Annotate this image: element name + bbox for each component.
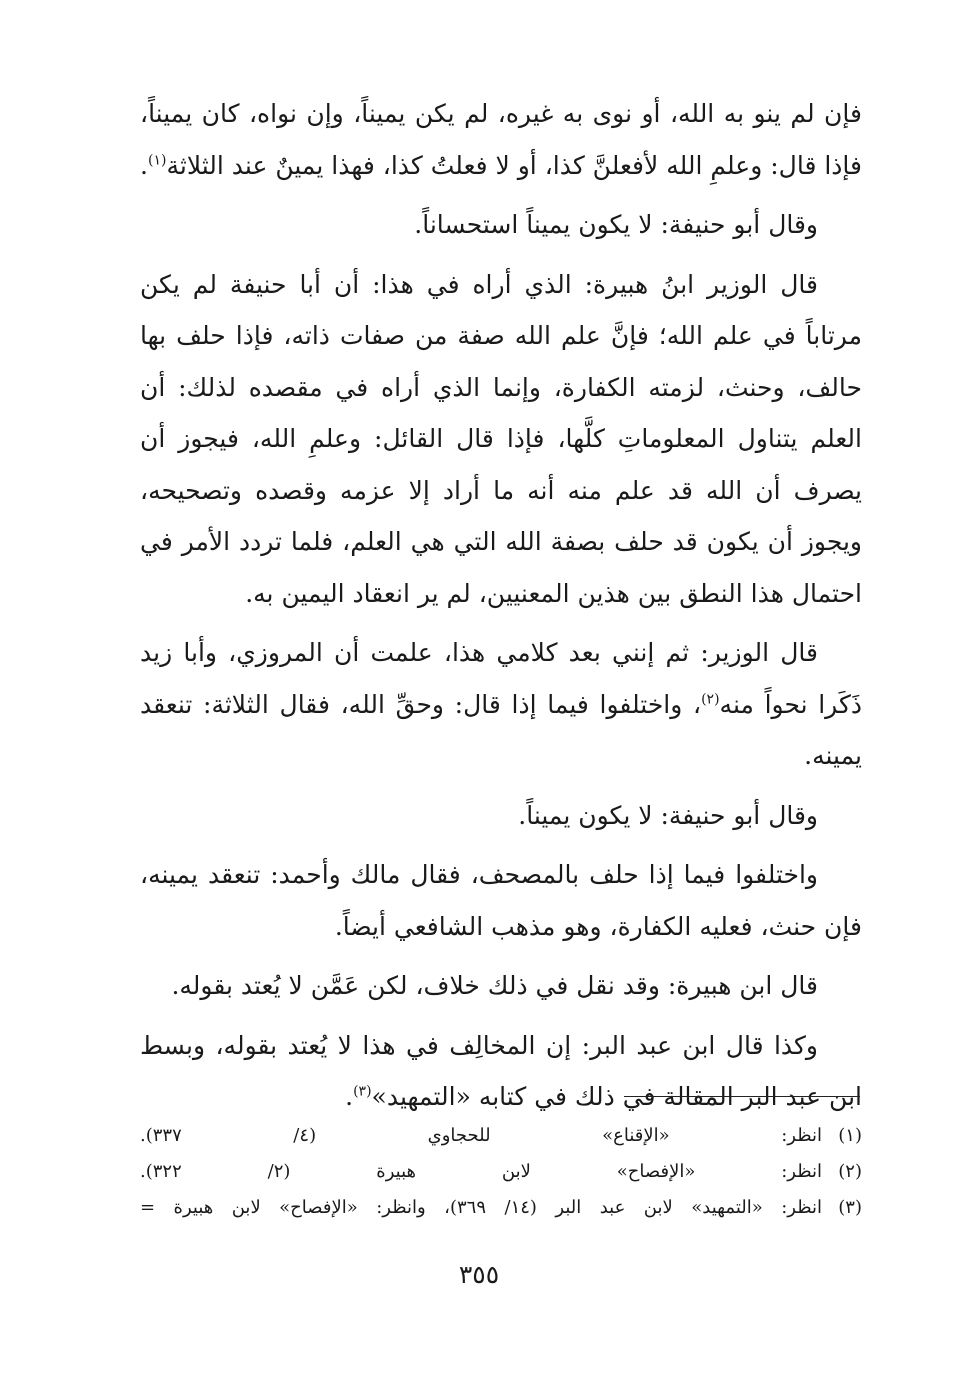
footnote-number: (١) (838, 1125, 862, 1146)
paragraph-text: قال ابن هبيرة: وقد نقل في ذلك خلاف، لكن عَمَّن لا يُعتد بقوله. (171, 971, 818, 1000)
footnote (140, 1118, 862, 1154)
paragraph-tail: ، واختلفوا فيما إذا قال: وحقِّ الله، فقال الثلاثة: تنعقد يمينه. (140, 689, 862, 770)
footnotes (140, 1118, 862, 1226)
paragraph-text: قال الوزير: ثم إنني بعد كلامي هذا، علمت أن المروزي، وأبا زيد ذَكَرا نحواً منه (140, 638, 863, 719)
paragraph-text: فإن لم ينو به الله، أو نوى به غيره، لم يكن يميناً، وإن نواه، كان يميناً، فإذا قال: وعلمِ الله لأفعلنَّ كذا، أو لا فعلتُ كذا، فهذا يمينٌ عند الثلاثة (140, 99, 862, 180)
footnote-marker: (٣) (353, 1083, 372, 1100)
footnote-number: (٣) (838, 1197, 862, 1218)
footnote-text: انظر: «الإفصاح» لابن هبيرة (٢/ ٣٢٢). (140, 1161, 822, 1182)
paragraph (140, 960, 862, 1012)
footnote-separator (624, 1096, 860, 1097)
paragraph (140, 849, 862, 952)
paragraph-text: واختلفوا فيما إذا حلف بالمصحف، فقال مالك وأحمد: تنعقد يمينه، فإن حنث، فعليه الكفارة، وهو مذهب الشافعي أيضاً. (140, 860, 862, 941)
paragraph-text: قال الوزير ابنُ هبيرة: الذي أراه في هذا: أن أبا حنيفة لم يكن مرتاباً في علم الله؛ فإنَّ علم الله صفة من صفات ذاته، فإذا حلف بها حالف، وحنث، لزمته الكفارة، وإنما الذي أراه في مقصده لذلك: أن العلم يتناول المعلوماتِ كلَّها، فإذا قال القائل: وعلمِ الله، فيجوز أن يصرف أن الله قد علم منه أنه ما أراد إلا عزمه وقصده وتصحيحه، ويجوز أن يكون قد حلف بصفة الله التي هي العلم، فلما تردد الأمر في احتمال هذا النطق بين هذين المعنيين، لم ير انعقاد اليمين به. (140, 269, 862, 608)
paragraph-text: وقال أبو حنيفة: لا يكون يميناً استحساناً. (414, 210, 818, 239)
paragraph-text: وكذا قال ابن عبد البر: إن المخالِف في هذا لا يُعتد بقوله، وبسط ابن عبد البر المقالة في ذلك في كتابه «التمهيد» (140, 1030, 862, 1111)
paragraph-tail: . (140, 150, 148, 180)
footnote-marker: (١) (148, 152, 167, 169)
paragraph-text: وقال أبو حنيفة: لا يكون يميناً. (518, 800, 818, 830)
page-number: ٣٥٥ (458, 1260, 500, 1289)
paragraph-tail: . (345, 1082, 354, 1111)
paragraph (140, 199, 862, 251)
main-text (140, 88, 862, 1131)
footnote (140, 1190, 862, 1226)
footnote-number: (٢) (838, 1161, 862, 1182)
paragraph (140, 790, 862, 842)
paragraph (140, 259, 862, 620)
paragraph (140, 1020, 862, 1123)
paragraph (140, 88, 862, 191)
footnote-marker: (٢) (701, 691, 720, 708)
paragraph (140, 627, 862, 782)
footnote-text: انظر: «التمهيد» لابن عبد البر (١٤/ ٣٦٩)، وانظر: «الإفصاح» لابن هبيرة = (140, 1197, 822, 1218)
footnote-text: انظر: «الإقناع» للحجاوي (٤/ ٣٣٧). (140, 1125, 822, 1146)
footnote (140, 1154, 862, 1190)
